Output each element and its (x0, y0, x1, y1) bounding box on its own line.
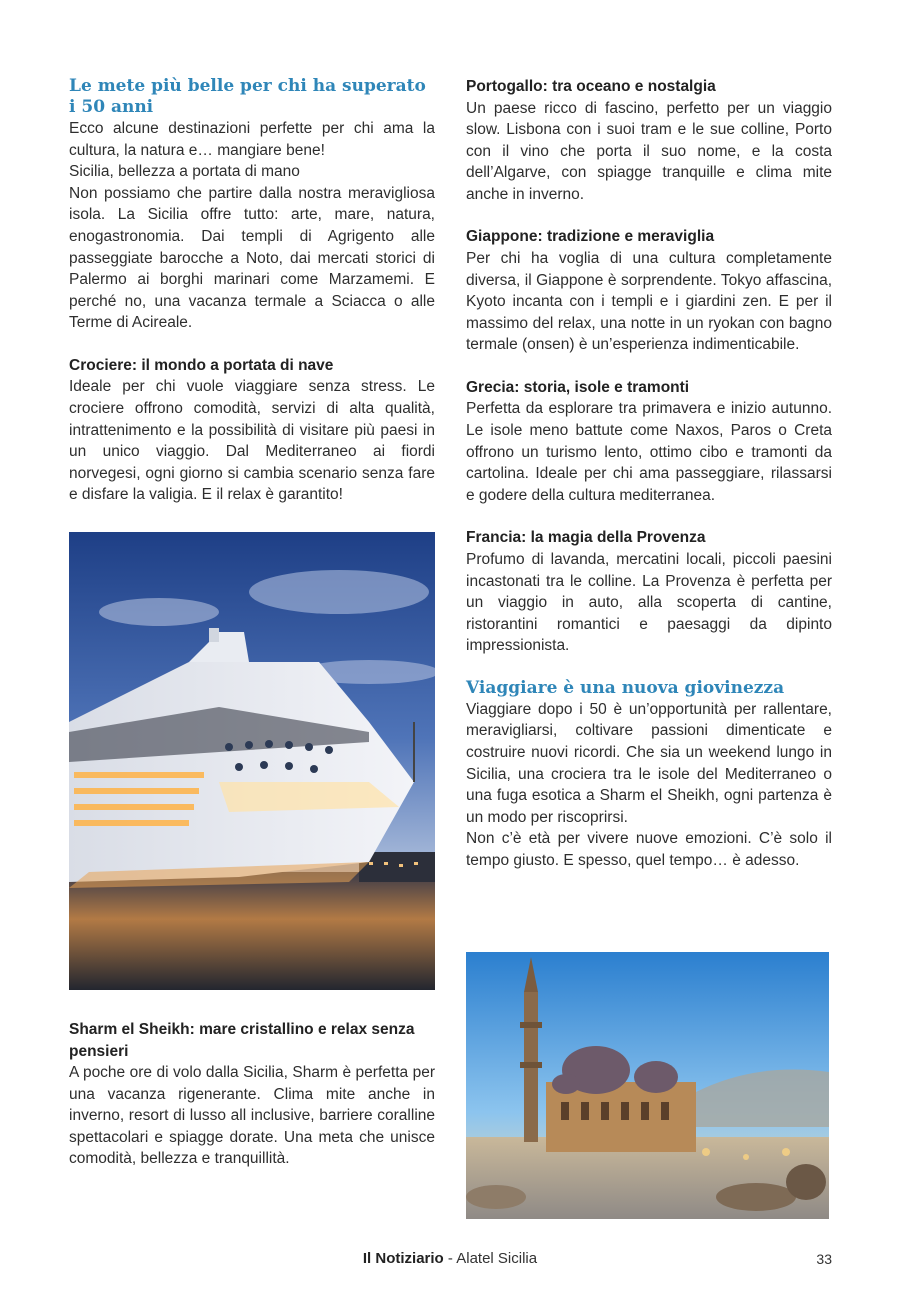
footer-separator: - (443, 1250, 457, 1267)
right-column (466, 76, 832, 872)
sharm-paragraph: A poche ore di volo dalla Sicilia, Sharm è perfetta per una vacanza rigenerante. Clima mite anche in inverno, resort di lusso all inclusive, barriere coralline spettacolari e spiagge dorate. Una meta che unisce comodità, bellezza e tranquillità. (69, 1064, 435, 1168)
section-title-giovinezza: Viaggiare è una nuova giovinezza (466, 677, 785, 698)
giovinezza-paragraph: Viaggiare dopo i 50 è un’opportunità per rallentare, meravigliarsi, coltivare passioni dimenticate e costruire nuovi ricordi. Che sia un weekend lungo in Sicilia, una crociera tra le isole del Mediterraneo o una fuga esotica a Sharm el Sheikh, ogni partenza è un modo per riscoprirsi. (466, 700, 832, 826)
francia-paragraph: Profumo di lavanda, mercatini locali, piccoli paesini incastonati tra le colline. La Provenza è perfetta per un viaggio in auto, alla scoperta di cantine, ristorantini romantici e paesaggi da dipinto impressionista. (466, 550, 832, 655)
giappone-heading: Giappone: tradizione e meraviglia (466, 228, 715, 246)
giappone-paragraph: Per chi ha voglia di una cultura completamente diversa, il Giappone è sorprendente. Tokyo affascina, Kyoto incanta con i templi e i giardini zen. E per il massimo del relax, una notte in un ryokan con bagno termale (onsen) è un’esperienza indimenticabile. (466, 249, 832, 354)
sharm-mosque-photo (466, 952, 829, 1219)
portogallo-heading: Portogallo: tra oceano e nostalgia (466, 78, 716, 95)
grecia-heading: Grecia: storia, isole e tramonti (466, 378, 690, 396)
footer-org: Alatel Sicilia (456, 1250, 538, 1267)
crociere-heading: Crociere: il mondo a portata di nave (69, 356, 334, 374)
sicilia-heading: Sicilia, bellezza a portata di mano (69, 163, 300, 181)
page-number: 33 (816, 1251, 832, 1267)
francia-heading: Francia: la magia della Provenza (466, 529, 706, 547)
section-title-mete: Le mete più belle per chi ha superato i 50 anni (69, 76, 426, 117)
sicilia-paragraph: Non possiamo che partire dalla nostra meravigliosa isola. La Sicilia offre tutto: arte, mare, natura, enogastronomia. Dai templi di Agrigento alle passeggiate barocche a Noto, dai mercati storici di Palermo ai borghi marinari come Marzamemi. E perché no, una vacanza termale a Sciacca o alle Terme di Acireale. (69, 184, 435, 332)
crociere-paragraph: Ideale per chi vuole viaggiare senza stress. Le crociere offrono comodità, servizi di alta qualità, intrattenimento e la possibilità di visitare più paesi in un unico viaggio. Dal Mediterraneo ai fiordi norvegesi, ogni giorno si cambia scenario senza fare e disfare la valigia. E il relax è garantito! (69, 378, 435, 504)
cruise-ship-photo (69, 532, 435, 990)
grecia-paragraph: Perfetta da esplorare tra primavera e inizio autunno. Le isole meno battute come Naxos, Paros o Creta offrono un turismo lento, ottimo cibo e tramonti da cartolina. Ideale per chi ama passeggiare, rilassarsi e godere della cultura mediterranea. (466, 400, 832, 504)
left-column-bottom (69, 1019, 435, 1170)
footer-brand: Il Notiziario (362, 1250, 444, 1267)
intro-paragraph: Ecco alcune destinazioni perfette per chi ama la cultura, la natura e… mangiare bene! (69, 120, 435, 159)
page-footer (0, 1250, 900, 1267)
closing-paragraph: Non c’è età per vivere nuove emozioni. C’è solo il tempo giusto. E spesso, quel tempo… è adesso. (466, 830, 832, 870)
left-column (69, 76, 435, 506)
portogallo-paragraph: Un paese ricco di fascino, perfetto per un viaggio slow. Lisbona con i suoi tram e le sue colline, Porto con il vino che porta il suo nome, e la costa dell’Algarve, con spiagge tranquille e clima mite anche in inverno. (466, 99, 832, 203)
sharm-heading: Sharm el Sheikh: mare cristallino e relax senza pensieri (69, 1021, 415, 1060)
